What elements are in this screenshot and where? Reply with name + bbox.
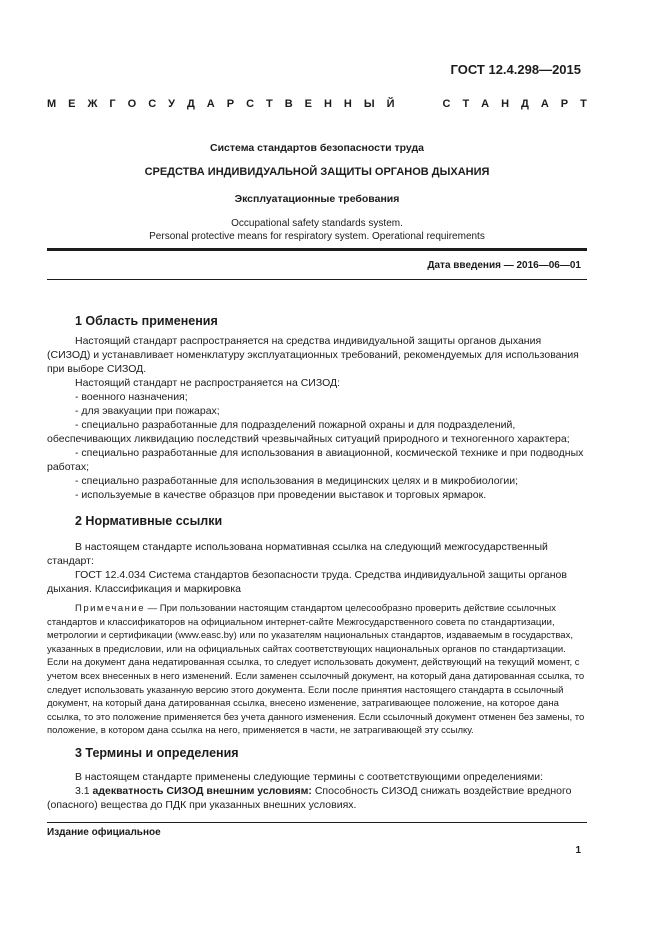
list-item: - используемые в качестве образцов при проведении выставок и торговых ярмарок. <box>75 489 487 501</box>
banner-letter: Е <box>304 98 312 110</box>
page-number: 1 <box>575 845 581 856</box>
section-2-heading: 2 Нормативные ссылки <box>75 514 223 528</box>
date-rule <box>47 279 587 280</box>
note-text: — При пользовании настоящим стандартом целесообразно проверить действие ссылочных стандартов и классификаторов на официальном интернет-сайте Межгосударственного совета по стандартизации, метрологии и сертификации (www.easc.by) или по указателям национальных стандартов, издаваемым в государствах, указанных в предисловии, или на официальных сайтах соответствующих национальных органов по стандартизации. Если на документ дана недатированная ссылка, то следует использовать документ, действующий на текущий момент, с учетом всех внесенных в него изменений. Если заменен ссылочный документ, на который дана датированная ссылка, то следует использовать указанную версию этого документа. Если после принятия настоящего стандарта в ссылочный документ, на который дана датированная ссылка, внесено изменение, затрагивающее положение, на которое дана ссылка, то это положение применяется без учета данного изменения. Если ссылочный документ отменен без замены, то положение, в котором дана ссылка на него, применяется в части, не затрагивающей эту ссылку. <box>47 603 585 737</box>
list-item: - специально разработанные для подразделений пожарной охраны и для подразделений, обеспечивающих ликвидацию последствий чрезвычайных ситуаций природного и техногенного характера; <box>47 419 570 445</box>
banner-letter: Е <box>68 98 76 110</box>
interstate-standard-banner <box>47 98 587 110</box>
section-2-paragraph-1: В настоящем стандарте использована нормативная ссылка на следующий межгосударственный стандарт: <box>47 541 548 567</box>
banner-letter: Р <box>226 98 235 110</box>
list-item: - специально разработанные для использования в медицинских целях и в микробиологии; <box>75 475 519 487</box>
banner-letter: С <box>442 98 451 110</box>
banner-letter: Н <box>323 98 332 110</box>
banner-letter: Т <box>462 98 470 110</box>
section-1-paragraph-1: Настоящий стандарт распространяется на средства индивидуальной защиты органов дыхания (СИЗОД) и устанавливает номенклатуру эксплуатационных требований, рекомендуемых для использования при выборе СИЗОД. <box>47 335 579 375</box>
section-1-heading: 1 Область применения <box>75 314 218 328</box>
banner-letter: А <box>540 98 549 110</box>
banner-letter: Й <box>386 98 395 110</box>
banner-letter: Т <box>580 98 587 110</box>
footer-rule <box>47 822 587 823</box>
term-number: 3.1 <box>75 785 93 797</box>
term-word: адекватность СИЗОД внешним условиям: <box>92 785 312 797</box>
section-3-paragraph-1: В настоящем стандарте применены следующие термины с соответствующими определениями: <box>75 771 544 783</box>
banner-letter: Н <box>501 98 510 110</box>
banner-letter: В <box>284 98 293 110</box>
document-subtitle: Эксплуатационные требования <box>234 193 400 205</box>
banner-letter: А <box>481 98 490 110</box>
english-title-line-1: Occupational safety standards system. <box>231 218 403 229</box>
list-item: - для эвакуации при пожарах; <box>75 405 220 417</box>
banner-letter: Ы <box>363 98 375 110</box>
section-1-paragraph-2: Настоящий стандарт не распространяется на СИЗОД: <box>75 377 341 389</box>
document-title: СРЕДСТВА ИНДИВИДУАЛЬНОЙ ЗАЩИТЫ ОРГАНОВ ДЫХАНИЯ <box>144 166 490 178</box>
list-item: - военного назначения; <box>75 391 188 403</box>
banner-letter: Н <box>343 98 352 110</box>
banner-letter: С <box>246 98 255 110</box>
banner-letter: М <box>47 98 57 110</box>
introduction-date: Дата введения — 2016—06—01 <box>427 260 581 271</box>
term-definition <box>47 784 587 812</box>
english-title-line-2: Personal protective means for respiratory system. Operational requirements <box>149 231 485 242</box>
banner-letter: А <box>206 98 215 110</box>
banner-letter: У <box>168 98 175 110</box>
system-title: Система стандартов безопасности труда <box>209 142 425 154</box>
note-label: Примечание <box>75 603 145 614</box>
banner-letter: С <box>148 98 157 110</box>
banner-letter: Ж <box>87 98 98 110</box>
banner-letter: О <box>127 98 137 110</box>
banner-letter: Д <box>521 98 529 110</box>
section-2-note <box>47 602 587 738</box>
section-3-heading: 3 Термины и определения <box>75 746 239 760</box>
section-2-reference: ГОСТ 12.4.034 Система стандартов безопасности труда. Средства индивидуальной защиты органов дыхания. Классификация и маркировка <box>47 569 567 595</box>
banner-letter: Р <box>560 98 569 110</box>
banner-letter: Д <box>186 98 195 110</box>
banner-letter: Г <box>109 98 116 110</box>
standard-code: ГОСТ 12.4.298—2015 <box>450 62 581 77</box>
title-rule <box>47 248 587 251</box>
term-text: Способность СИЗОД снижать воздействие вредного (опасного) вещества до ПДК при указанных внешних условиях. <box>47 785 572 811</box>
edition-label: Издание официальное <box>47 827 161 838</box>
list-item: - специально разработанные для использования в авиационной, космической технике и при подводных работах; <box>47 447 584 473</box>
banner-letter: Т <box>266 98 273 110</box>
banner-word-gap <box>407 98 431 110</box>
